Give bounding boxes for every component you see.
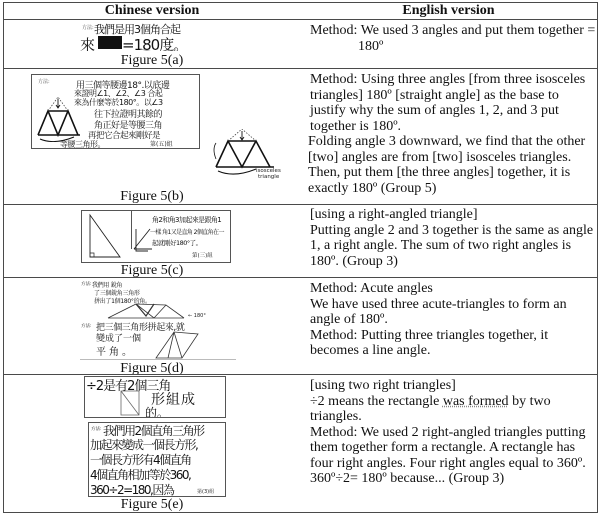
handwritten-image-5e-top [84,376,226,418]
header-english-version: English version [402,3,495,18]
table-row-5e [4,374,597,512]
table-row-5b [4,68,597,204]
handwritten-line: 我們用2個直角三角形 [103,424,204,438]
chinese-cell-5c [4,205,300,277]
redacted-block [98,36,122,49]
method-label: 方法: [81,282,92,287]
english-text: Method: Using three angles [from three isosceles triangles] 180º [straight angle] as the base to justify why the sum of angles 1, 2, and 3 put together is 180º. [310,72,586,134]
handwritten-image-5a [76,21,236,51]
handwritten-line: 360÷2=180,因為 [90,483,174,497]
figure-caption-5d: Figure 5(d) [120,361,184,376]
english-text-segment: by two triangles. [310,393,551,424]
handwritten-line: =180度。 [122,36,188,51]
handwritten-line: 加起來變成一個長方形, [90,438,198,452]
table-header-row [4,3,597,19]
handwritten-line: 我們用 銳角 [92,282,123,289]
angle-sketch-icon [138,48,178,51]
handwritten-line: 來證明∠1、∠2、∠3 合起 [74,89,163,98]
handwritten-line: ÷2是有2個三角 [86,379,171,394]
english-text: Putting angle 2 and 3 together is the same as angle 1, a right angle. The sum of two right angles is 180º. (Group 3) [310,222,594,269]
handwritten-line: 起就剛好180°了。 [152,239,202,247]
chinese-cell-5b [4,69,300,204]
handwritten-line: 形組成 [151,392,196,408]
handwritten-line: 用三個等腰邊18°.以底邊 [76,81,170,91]
english-cell-5d [300,278,597,374]
handwritten-image-5b [31,74,200,149]
table-row-5c [4,204,597,277]
chinese-cell-5a [4,20,300,68]
group-label: 第(三)組 [192,253,213,259]
english-text: Method: We used 3 angles and put them together = [310,23,596,38]
handwritten-line: 變成了一個 [96,334,142,344]
isosceles-label: isosceles [256,168,281,174]
rectangle-sketch-icon [117,389,143,417]
handwritten-line: 了三個銳角三角形 [94,290,140,297]
english-text: We have used three acute-triangles to form an angle of 180º. [310,296,567,327]
method-label: 方法: [82,25,94,31]
english-text: Method: Putting three triangles together, it becomes a line angle. [310,327,549,358]
handwritten-image-5c [81,210,231,263]
handwritten-line: 一個長方形有4個直角 [90,453,191,467]
comparison-table [3,2,598,513]
english-cell-5e [300,375,597,512]
triangles-sketch-icon [154,330,200,360]
figure-caption-5a: Figure 5(a) [120,53,184,68]
group-label: 第(3)組 [197,489,215,495]
handwritten-line: 的。 [145,406,170,418]
table-row-5d [4,277,597,374]
table-row-5a [4,19,597,68]
english-text: 180º [358,38,384,54]
arrow-180-label: ← 180° [188,313,206,319]
right-triangle-sketch-icon [86,213,134,263]
english-text-segment: ÷2 means the rectangle [310,393,443,409]
english-text: [using two right triangles] [310,378,456,393]
handwritten-image-5d [80,280,236,360]
handwritten-line: 往下拉證明其餘的 [94,110,163,120]
handwritten-line: 來為什麼等於180°。以∠3 [74,98,163,107]
handwritten-image-5e-bottom [88,422,226,497]
triangles-sketch-icon [34,97,84,142]
handwritten-line: 一樣 角1又是直角 2個直角在一 [150,229,224,236]
figure-caption-5e: Figure 5(e) [120,497,184,512]
triangle-label: triangle [258,174,280,180]
figure-caption-5c: Figure 5(c) [120,263,184,278]
group-label: 第(五)組 [150,141,173,148]
english-text: Folding angle 3 downward, we find that the other [two] angles are from [two] isosceles triangles. Then, put them [the three angles] together, it is exactly 180º (Group 5) [308,134,586,196]
handwritten-line: 我們是用3個角合起 [94,23,180,36]
english-text: 360º÷2= 180º because... (Group 3) [310,471,505,486]
handwritten-line: 等腰三角形。 [60,140,105,149]
english-cell-5c [300,205,597,277]
english-cell-5a [300,20,597,68]
chinese-cell-5e [4,375,300,512]
figure-caption-5b: Figure 5(b) [120,189,184,204]
method-label: 方法: [81,324,92,329]
handwritten-line: 把三個三角形拼起來,就 [96,323,185,333]
header-chinese-version: Chinese version [104,3,200,18]
english-cell-5b [300,69,597,204]
handwritten-line: 角正好是等腰三角 [94,121,163,131]
method-label: 方法: [91,427,102,432]
handwritten-line: 角2和角3加起來是跟角1 [152,216,222,224]
english-text: Method: Acute angles [310,281,433,296]
chinese-cell-5d [4,278,300,374]
handwritten-line: 來 [80,36,96,51]
english-text: Method: We used 2 right-angled triangles putting them together form a rectangle. A rectangle has four right angles. Four right angles equal to 360º. [310,424,586,471]
underlined-phrase: was formed [442,393,509,409]
acute-triangles-sketch-icon [106,302,186,320]
method-label: 方法: [38,79,50,85]
handwritten-line: 再把它合起來剛好是 [88,131,161,141]
handwritten-line: 拼出了1個180°的角。 [94,298,151,305]
english-text: [using a right-angled triangle] [310,207,478,222]
handwritten-line: 平角。 [96,347,135,358]
handwritten-line: 4個直角相加等於360, [90,468,191,482]
english-text [310,394,597,425]
